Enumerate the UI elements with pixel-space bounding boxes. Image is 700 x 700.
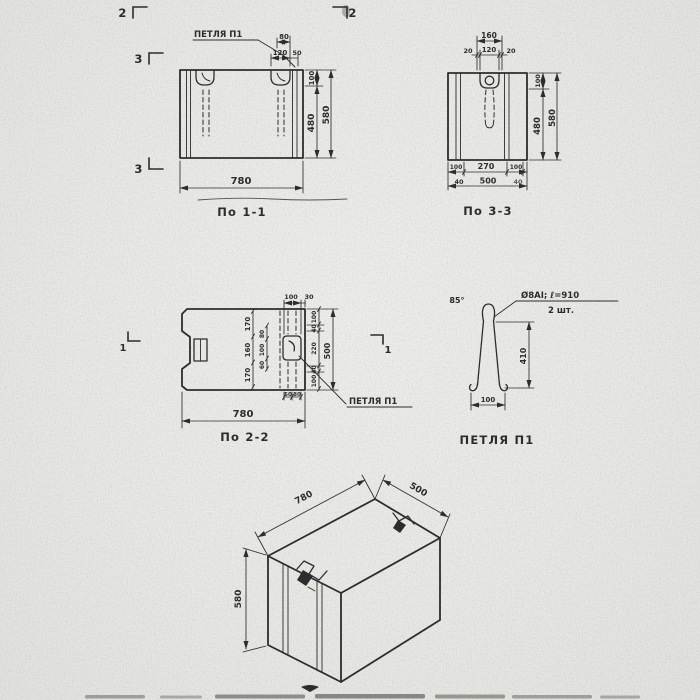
dim-160: 160	[481, 31, 497, 40]
bend-angle: 85°	[449, 296, 465, 305]
dim-780: 780	[293, 489, 315, 508]
dim-480: 480	[307, 113, 317, 133]
dim-50: 50	[292, 49, 302, 57]
dim-170-top: 170	[244, 316, 252, 332]
dim-100-r5: 100	[311, 374, 318, 388]
dim-120: 120	[272, 49, 288, 57]
dim-580: 580	[548, 109, 558, 127]
rebar-spec: Ø8AI; ℓ=910	[521, 291, 580, 301]
dim-100-inner: 100	[259, 343, 266, 357]
dim-480: 480	[533, 117, 543, 135]
dim-100-bl: 100	[449, 164, 463, 171]
dim-40-r4: 40	[311, 365, 318, 374]
dim-120: 120	[481, 46, 497, 54]
loop-label: ПЕТЛЯ П1	[194, 30, 243, 40]
detail-label: ПЕТЛЯ П1	[459, 433, 535, 447]
dim-20-right: 20	[506, 47, 516, 55]
dim-20-left: 20	[463, 47, 473, 55]
section-mark-2-right: 2	[348, 6, 358, 20]
section-mark-1-left: 1	[119, 343, 127, 354]
dim-100: 100	[534, 74, 542, 88]
dim-40-left: 40	[454, 178, 464, 186]
dim-410: 410	[519, 347, 528, 365]
dim-80: 80	[279, 33, 289, 41]
dim-500: 500	[407, 481, 429, 500]
dim-170-bot: 170	[244, 367, 252, 383]
dim-160-mid: 160	[244, 342, 252, 358]
dim-80-bot: 80	[293, 392, 301, 398]
dim-100-top: 100	[284, 293, 298, 301]
view-label-2-2: По 2-2	[220, 430, 270, 444]
dim-220-r3: 220	[311, 342, 318, 355]
dim-width-780: 780	[230, 176, 252, 187]
dim-500-depth: 500	[323, 342, 332, 360]
section-mark-1-right: 1	[384, 345, 392, 356]
dim-100-br: 100	[509, 164, 523, 171]
view-label-1-1: По 1-1	[217, 205, 267, 219]
dim-50-bot: 50	[284, 392, 292, 398]
loop-label: ПЕТЛЯ П1	[349, 397, 398, 407]
rebar-qty: 2 шт.	[548, 306, 575, 316]
section-mark-3-top: 3	[134, 52, 144, 66]
dim-100: 100	[308, 70, 316, 86]
dim-60-inner: 60	[259, 360, 266, 370]
dim-100-r1: 100	[311, 310, 318, 324]
dim-580: 580	[234, 589, 244, 609]
dim-40-r2: 40	[311, 324, 318, 333]
dim-40-right: 40	[513, 178, 523, 186]
dim-100: 100	[480, 396, 496, 404]
dim-30-top: 30	[304, 293, 314, 301]
dim-580: 580	[322, 105, 332, 125]
section-mark-2-left: 2	[118, 6, 128, 20]
dim-500: 500	[479, 176, 497, 186]
dim-270: 270	[477, 162, 495, 171]
view-label-3-3: По 3-3	[463, 204, 513, 218]
section-mark-3-bottom: 3	[134, 162, 144, 176]
dim-80-inner: 80	[259, 329, 266, 339]
dim-width-780: 780	[232, 409, 254, 420]
